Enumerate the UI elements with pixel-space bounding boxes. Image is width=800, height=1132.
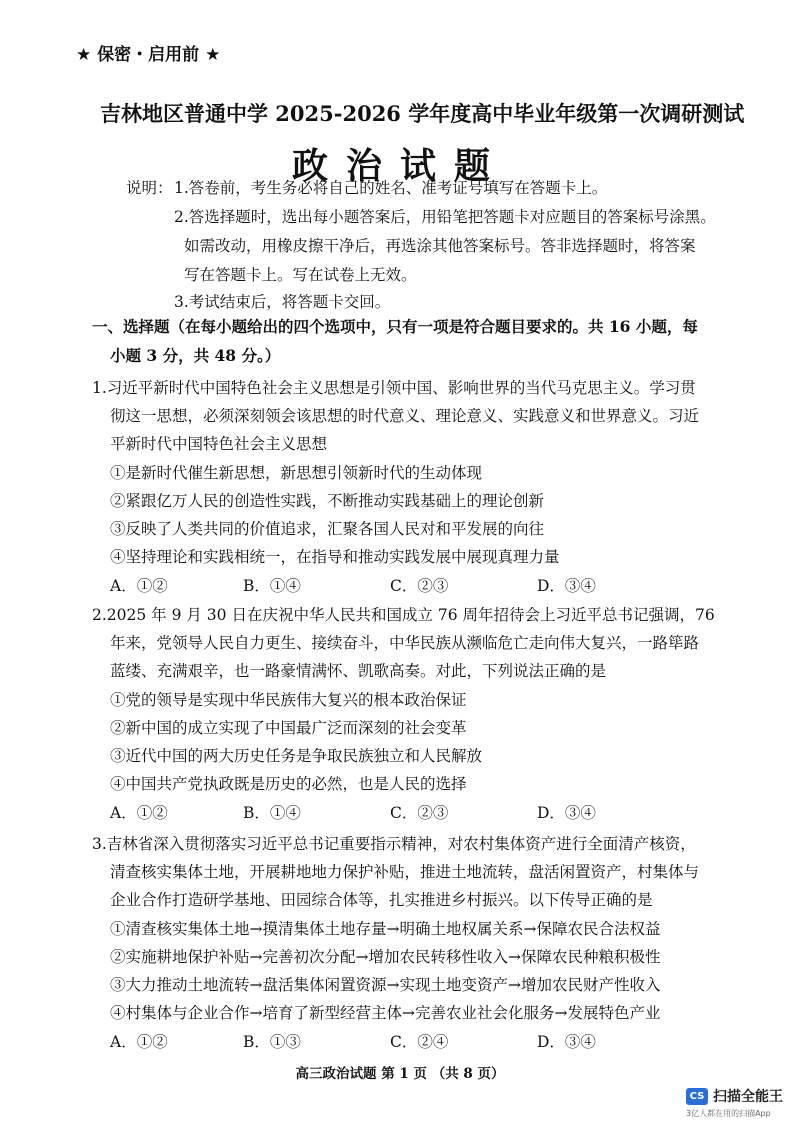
option-b: B．①④ bbox=[243, 577, 301, 595]
answer-options bbox=[0, 574, 800, 596]
section-heading-cont: 小题 3 分，共 48 分。） bbox=[110, 346, 281, 365]
question-item: ①清查核实集体土地→摸清集体土地存量→明确土地权属关系→保障农民合法权益 bbox=[110, 920, 661, 938]
answer-options bbox=[0, 1030, 800, 1052]
note-3: 3.考试结束后，将答题卡交回。 bbox=[174, 293, 391, 311]
option-d: D．③④ bbox=[537, 577, 596, 595]
option-a: A．①② bbox=[110, 577, 168, 595]
scanner-tagline: 3亿人都在用的扫描App bbox=[686, 1109, 771, 1118]
option-a: A．①② bbox=[110, 1033, 168, 1051]
answer-options bbox=[0, 801, 800, 823]
option-d: D．③④ bbox=[537, 1033, 596, 1051]
option-c: C．②③ bbox=[390, 804, 449, 822]
option-b: B．①③ bbox=[243, 1033, 301, 1051]
scanner-app-name: 扫描全能王 bbox=[713, 1089, 783, 1105]
question-item: ①是新时代催生新思想，新思想引领新时代的生动体现 bbox=[110, 464, 483, 482]
question-stem-line: 3.吉林省深入贯彻落实习近平总书记重要指示精神，对农村集体资产进行全面清产核资， bbox=[92, 835, 696, 853]
option-d: D．③④ bbox=[537, 804, 596, 822]
camscanner-logo-icon: CS bbox=[686, 1088, 708, 1105]
question-item: ②实施耕地保护补贴→完善初次分配→增加农民转移性收入→保障农民种粮积极性 bbox=[110, 948, 661, 966]
question-stem-line: 平新时代中国特色社会主义思想 bbox=[110, 435, 328, 453]
confidential-label: ★ 保密・启用前 ★ bbox=[76, 45, 221, 65]
question-item: ③近代中国的两大历史任务是争取民族独立和人民解放 bbox=[110, 747, 483, 765]
exam-title: 吉林地区普通中学 2025-2026 学年度高中毕业年级第一次调研测试 bbox=[100, 101, 745, 126]
notes-label: 说明： bbox=[126, 179, 173, 197]
question-item: ④中国共产党执政既是历史的必然，也是人民的选择 bbox=[110, 775, 467, 793]
option-b: B．①④ bbox=[243, 804, 301, 822]
note-1: 1.答卷前，考生务必将自己的姓名、准考证号填写在答题卡上。 bbox=[174, 179, 608, 197]
question-item: ①党的领导是实现中华民族伟大复兴的根本政治保证 bbox=[110, 691, 467, 709]
question-item: ②紧跟亿万人民的创造性实践，不断推动实践基础上的理论创新 bbox=[110, 492, 545, 510]
question-item: ④村集体与企业合作→培育了新型经营主体→完善农业社会化服务→发展特色产业 bbox=[110, 1004, 661, 1022]
scanner-watermark bbox=[686, 1086, 783, 1106]
note-2-cont: 如需改动，用橡皮擦干净后，再选涂其他答案标号。答非选择题时，将答案 bbox=[184, 237, 696, 255]
option-c: C．②③ bbox=[390, 577, 449, 595]
question-stem-line: 企业合作打造研学基地、田园综合体等，扎实推进乡村振兴。以下传导正确的是 bbox=[110, 891, 653, 909]
question-item: ③反映了人类共同的价值追求，汇聚各国人民对和平发展的向往 bbox=[110, 520, 545, 538]
note-2-cont-2: 写在答题卡上。写在试卷上无效。 bbox=[184, 266, 417, 284]
option-a: A．①② bbox=[110, 804, 168, 822]
page-footer: 高三政治试题 第 1 页 （共 8 页） bbox=[295, 1066, 505, 1082]
subject-title: 政治试题 bbox=[291, 145, 508, 187]
question-item: ②新中国的成立实现了中国最广泛而深刻的社会变革 bbox=[110, 719, 467, 737]
question-stem-line: 1.习近平新时代中国特色社会主义思想是引领中国、影响世界的当代马克思主义。学习贯 bbox=[92, 379, 696, 397]
question-stem-line: 彻这一思想，必须深刻领会该思想的时代意义、理论意义、实践意义和世界意义。习近 bbox=[110, 407, 700, 425]
question-stem-line: 清查核实集体土地，开展耕地地力保护补贴，推进土地流转，盘活闲置资产，村集体与 bbox=[110, 863, 700, 881]
note-2: 2.答选择题时，选出每小题答案后，用铅笔把答题卡对应题目的答案标号涂黑。 bbox=[174, 208, 716, 226]
question-stem-line: 蓝缕、充满艰辛，也一路豪情满怀、凯歌高奏。对此，下列说法正确的是 bbox=[110, 662, 607, 680]
question-stem-line: 年来，党领导人民自力更生、接续奋斗，中华民族从濒临危亡走向伟大复兴，一路筚路 bbox=[110, 634, 700, 652]
question-item: ③大力推动土地流转→盘活集体闲置资源→实现土地变资产→增加农民财产性收入 bbox=[110, 976, 661, 994]
option-c: C．②④ bbox=[390, 1033, 449, 1051]
question-stem-line: 2.2025 年 9 月 30 日在庆祝中华人民共和国成立 76 周年招待会上习近平总书记强调，76 bbox=[92, 606, 715, 624]
section-heading: 一、选择题（在每小题给出的四个选项中，只有一项是符合题目要求的。共 16 小题，每 bbox=[92, 317, 698, 336]
question-item: ④坚持理论和实践相统一，在指导和推动实践发展中展现真理力量 bbox=[110, 548, 560, 566]
